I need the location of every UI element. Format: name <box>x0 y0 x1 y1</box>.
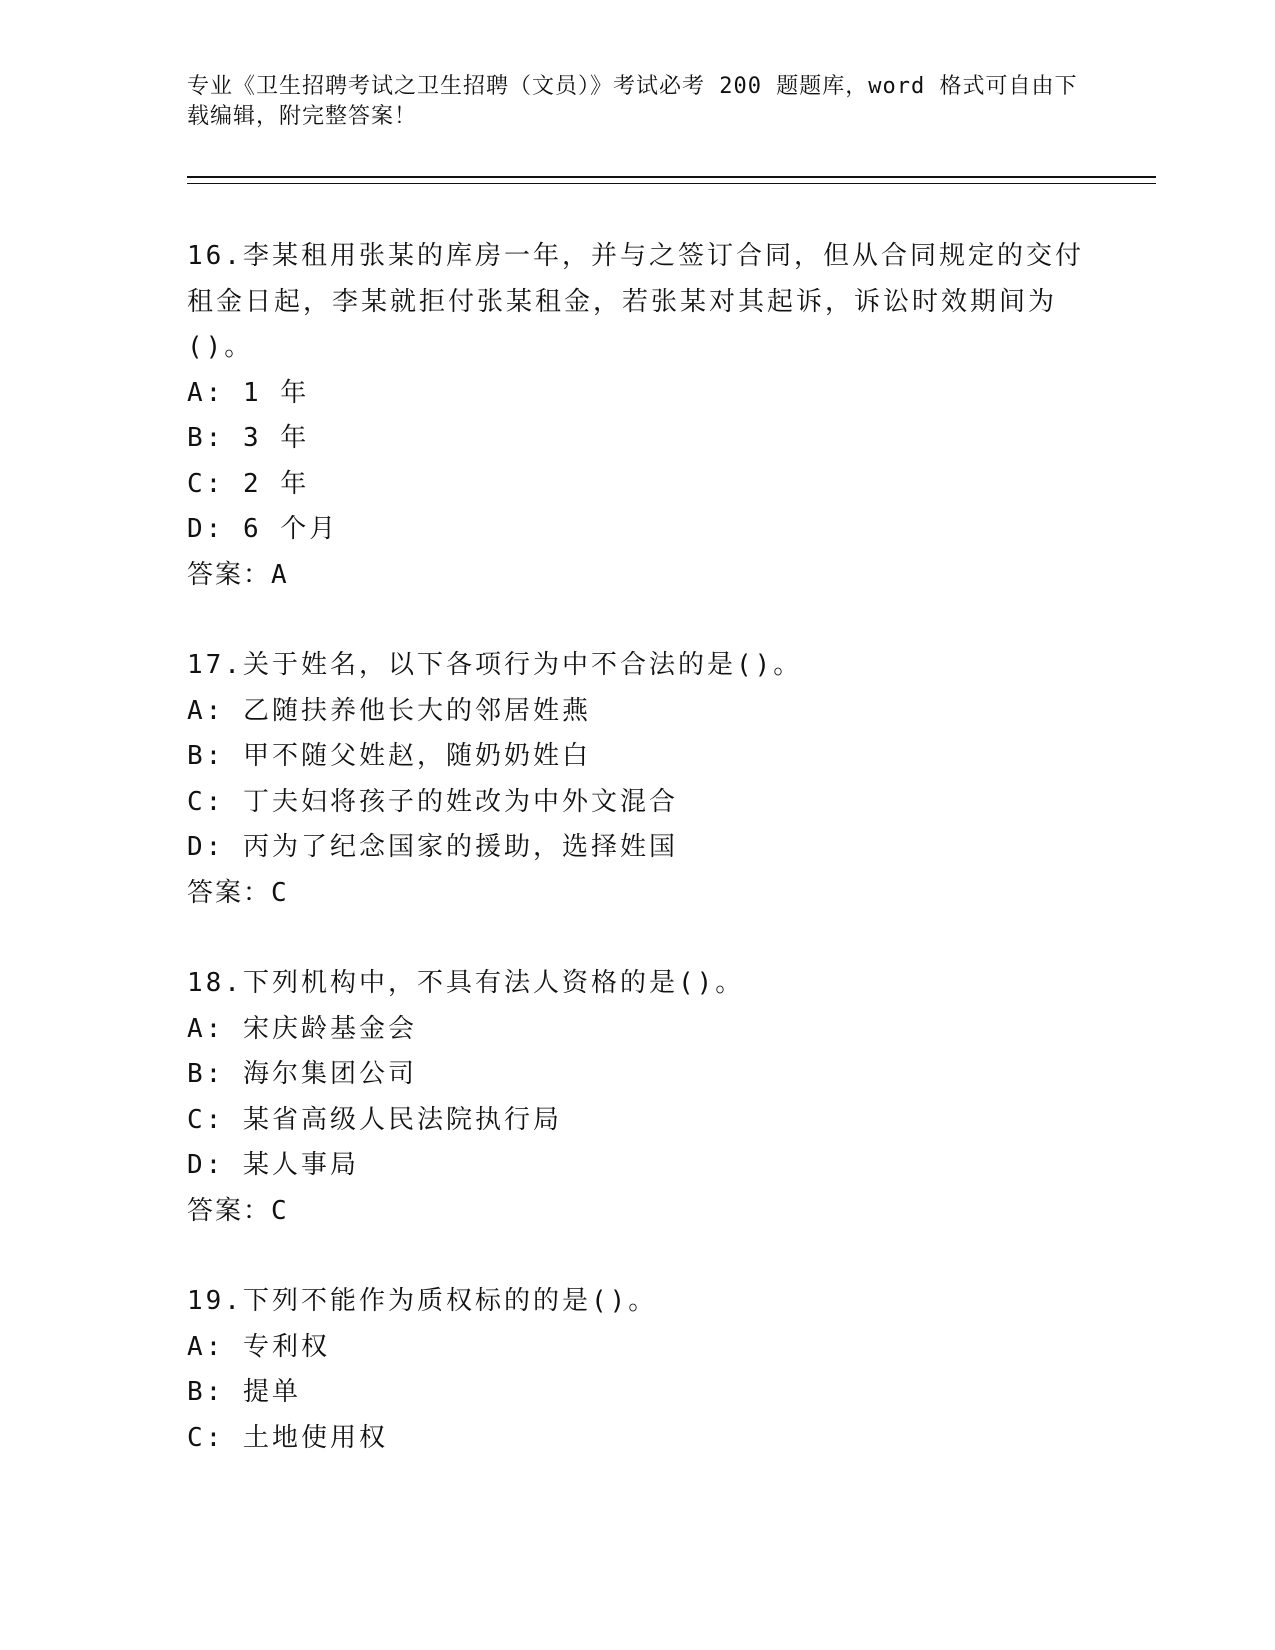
answer: 答案：C <box>187 877 289 908</box>
answer: 答案：A <box>187 559 289 590</box>
question-list <box>187 234 1087 1506</box>
option-c: C: 丁夫妇将孩子的姓改为中外文混合 <box>187 786 678 817</box>
option-d: D: 6 个月 <box>187 514 339 544</box>
option-a: A: 乙随扶养他长大的邻居姓燕 <box>187 695 591 726</box>
question-stem: 19.下列不能作为质权标的的是()。 <box>187 1286 658 1316</box>
header-divider-thick <box>187 176 1156 178</box>
option-d: D: 某人事局 <box>187 1150 359 1180</box>
question-19 <box>187 1279 1087 1461</box>
option-b: B: 3 年 <box>187 423 310 453</box>
option-c: C: 2 年 <box>187 468 310 499</box>
question-stem: 17.关于姓名，以下各项行为中不合法的是()。 <box>187 650 803 680</box>
option-c: C: 土地使用权 <box>187 1422 388 1453</box>
option-a: A: 专利权 <box>187 1331 330 1362</box>
option-c: C: 某省高级人民法院执行局 <box>187 1104 562 1135</box>
option-a: A: 1 年 <box>187 377 310 408</box>
option-b: B: 海尔集团公司 <box>187 1059 417 1089</box>
question-17 <box>187 643 1087 916</box>
option-d: D: 丙为了纪念国家的援助，选择姓国 <box>187 832 678 862</box>
question-stem: 16.李某租用张某的库房一年，并与之签订合同，但从合同规定的交付租金日起，李某就拒付张某租金，若张某对其起诉，诉讼时效期间为()。 <box>187 241 1084 362</box>
header-divider-thin <box>187 183 1156 184</box>
question-16 <box>187 234 1087 598</box>
option-a: A: 宋庆龄基金会 <box>187 1013 417 1044</box>
question-stem: 18.下列机构中，不具有法人资格的是()。 <box>187 968 745 998</box>
option-b: B: 提单 <box>187 1377 301 1407</box>
option-b: B: 甲不随父姓赵，随奶奶姓白 <box>187 741 591 771</box>
answer: 答案：C <box>187 1195 289 1226</box>
question-18 <box>187 961 1087 1234</box>
document-header: 专业《卫生招聘考试之卫生招聘（文员）》考试必考 200 题题库，word 格式可自由下载编辑，附完整答案！ <box>187 74 1078 129</box>
